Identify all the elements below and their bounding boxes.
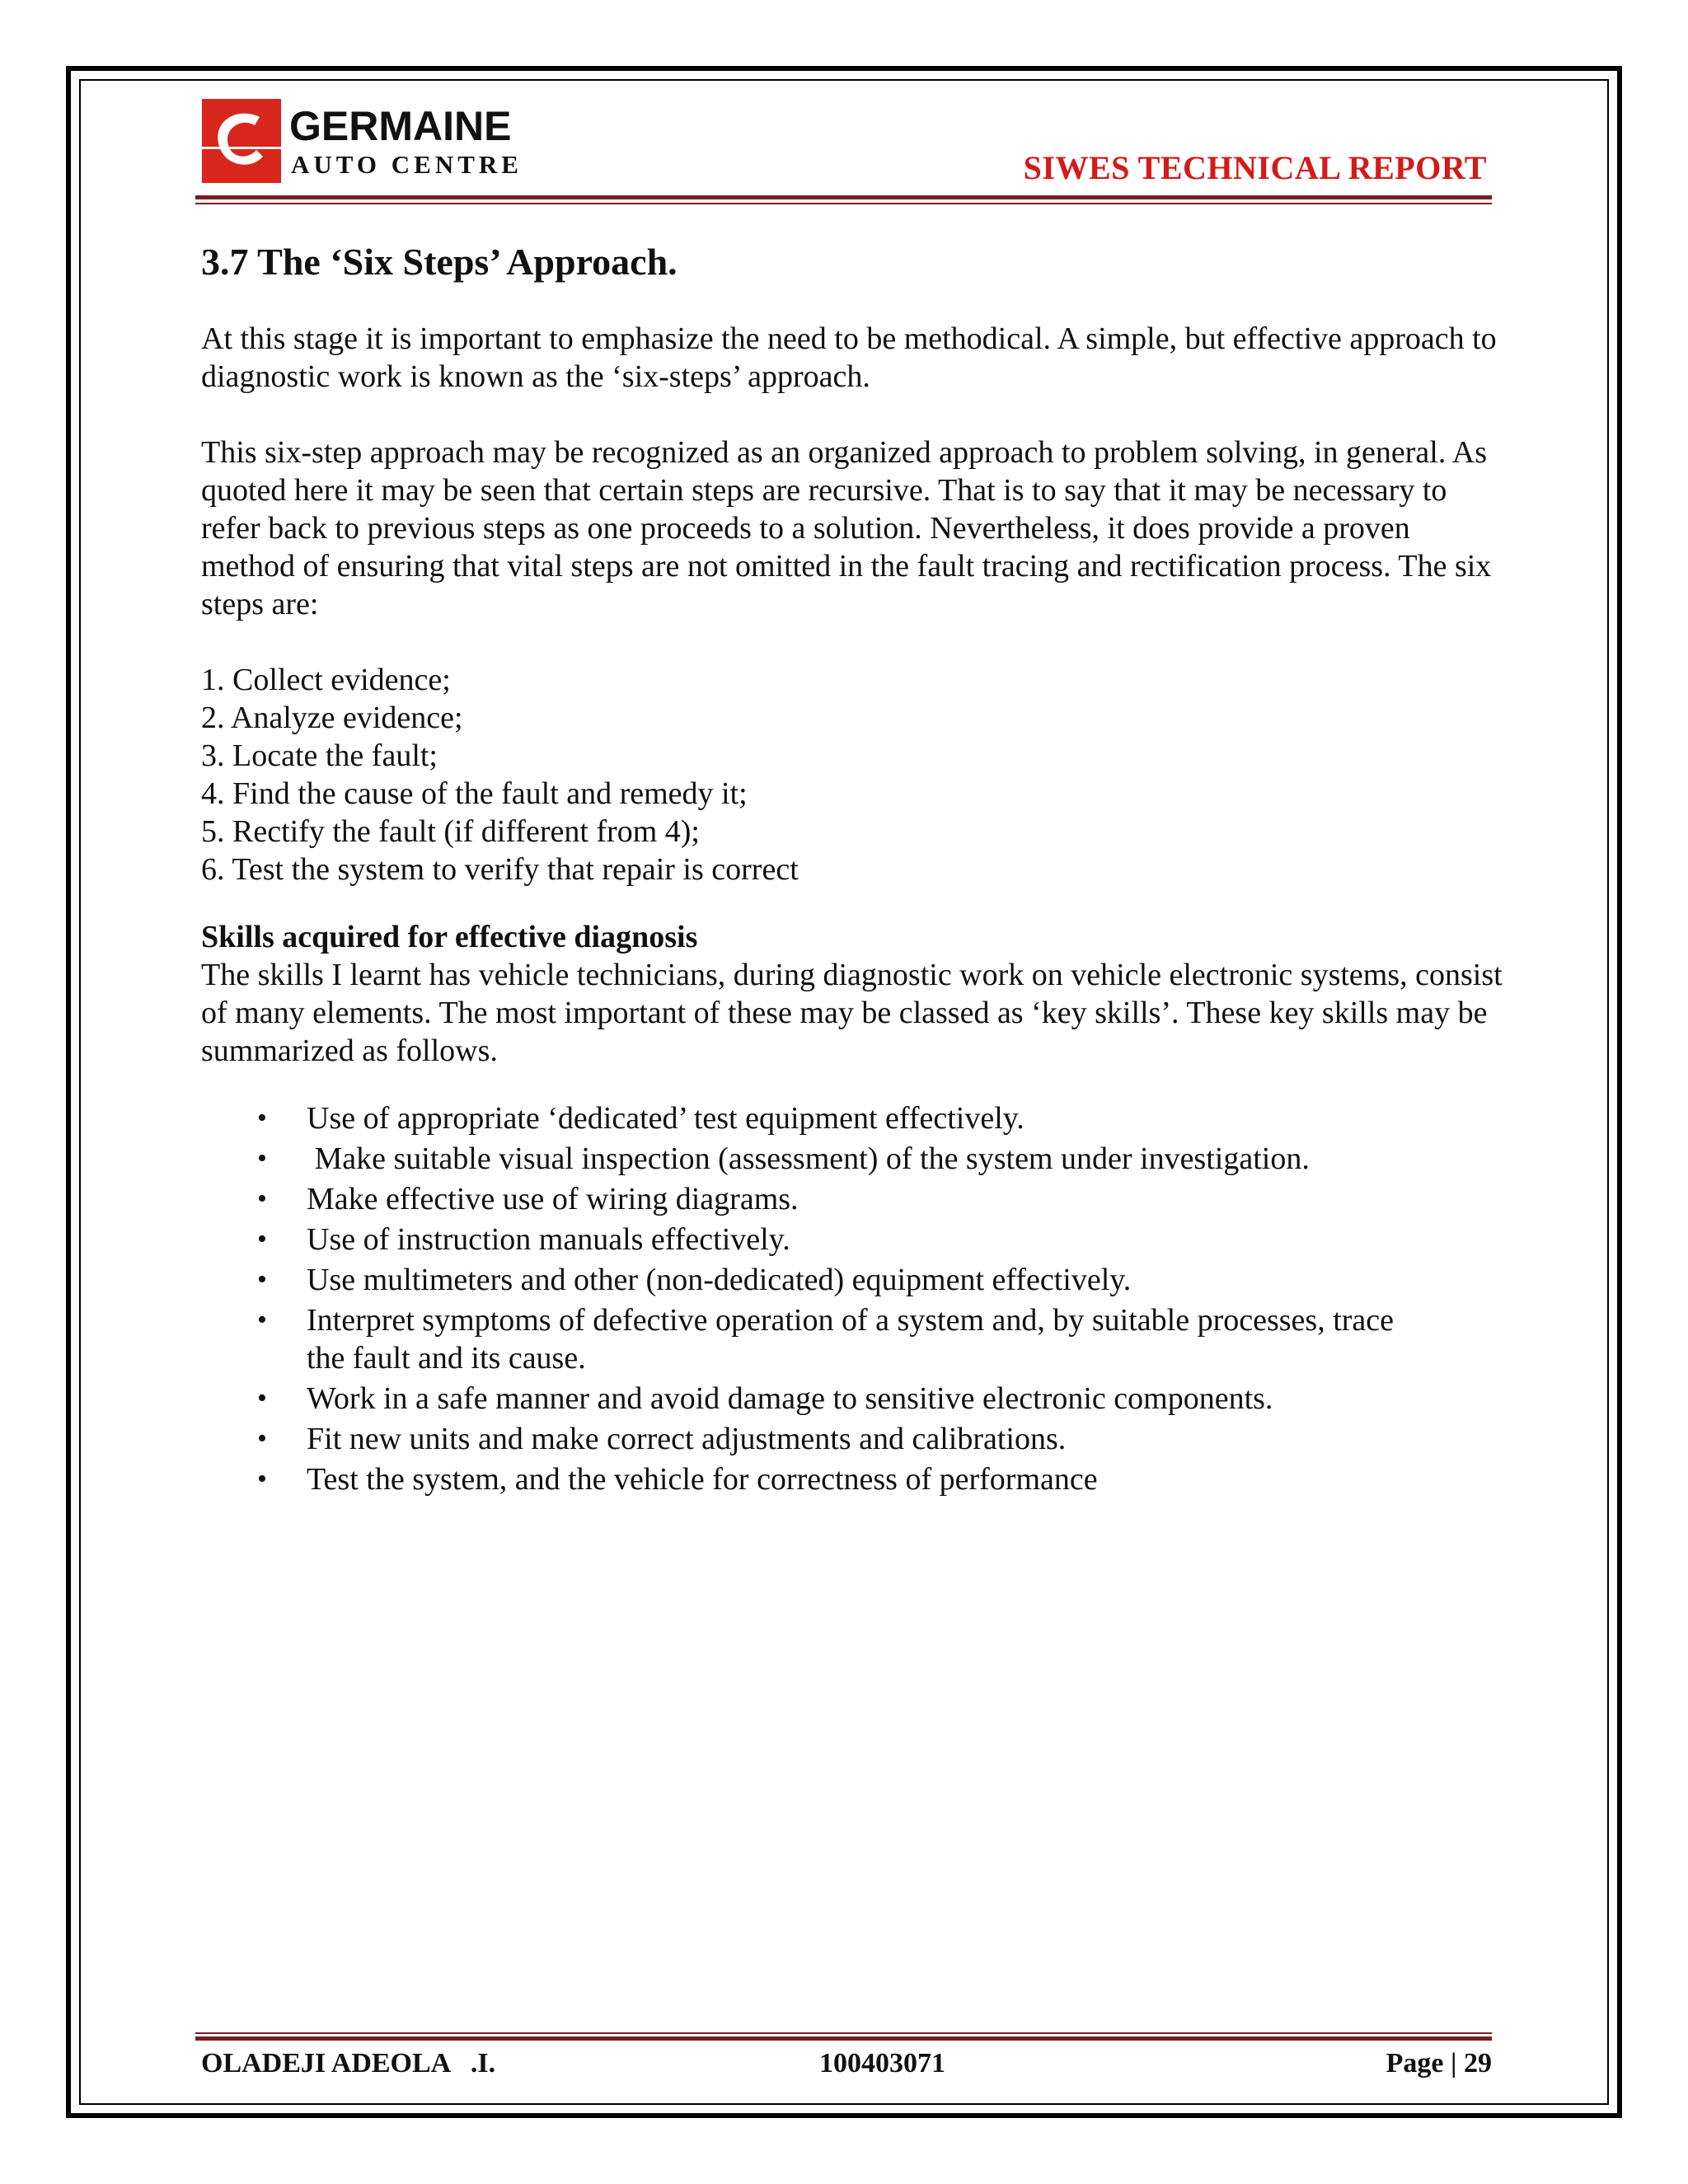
list-item bbox=[201, 1221, 1503, 1258]
bullet-icon: • bbox=[257, 1143, 267, 1174]
list-item-text: Work in a safe manner and avoid damage to sensitive electronic components. bbox=[307, 1381, 1273, 1416]
header-rule-thin bbox=[195, 203, 1492, 204]
list-item: 6. Test the system to verify that repair is correct bbox=[201, 852, 799, 887]
six-step-paragraph: This six-step approach may be recognized as an organized approach to problem solving, in general. As quoted here it may be seen that certain steps are recursive. That is to say that it may be necessary to refer back to previous steps as one proceeds to a solution. Nevertheless, it does provide a proven method of ensuring that vital steps are not omitted in the fault tracing and rectification process. The six steps are: bbox=[201, 435, 1492, 621]
logo-line1: GERMAINE bbox=[289, 103, 512, 149]
intro-paragraph: At this stage it is important to emphasize the need to be methodical. A simple, but effective approach to diagnostic work is known as the ‘six-steps’ approach. bbox=[201, 321, 1497, 394]
list-item bbox=[201, 1420, 1503, 1458]
list-item bbox=[201, 1301, 1503, 1377]
page-footer bbox=[201, 2048, 1492, 2079]
bullet-icon: • bbox=[257, 1103, 267, 1133]
list-item: 1. Collect evidence; bbox=[201, 663, 451, 697]
list-item-text: Make effective use of wiring diagrams. bbox=[307, 1182, 799, 1216]
section-title: 3.7 The ‘Six Steps’ Approach. bbox=[201, 241, 678, 283]
header-rule-thick bbox=[195, 195, 1492, 199]
list-item-text: Use of appropriate ‘dedicated’ test equipment effectively. bbox=[307, 1101, 1025, 1136]
skills-intro: The skills I learnt has vehicle technicians, during diagnostic work on vehicle electronic systems, consist of many elements. The most important of these may be classed as ‘key skills’. These key skills may be summarized as follows. bbox=[201, 958, 1503, 1068]
list-item bbox=[201, 1261, 1503, 1299]
list-item bbox=[201, 1380, 1503, 1418]
bullet-icon: • bbox=[257, 1183, 267, 1214]
list-item-text: Test the system, and the vehicle for correctness of performance bbox=[307, 1462, 1098, 1497]
bullet-icon: • bbox=[257, 1383, 267, 1413]
skills-list bbox=[201, 1099, 1503, 1498]
bullet-icon: • bbox=[257, 1464, 267, 1494]
list-item: 5. Rectify the fault (if different from 4); bbox=[201, 814, 700, 849]
bullet-icon: • bbox=[257, 1305, 267, 1335]
list-item bbox=[201, 1140, 1503, 1178]
list-item-text: Use of instruction manuals effectively. bbox=[307, 1222, 790, 1257]
germaine-logo bbox=[202, 99, 540, 183]
logo-line2: AUTO CENTRE bbox=[291, 150, 523, 179]
bullet-icon: • bbox=[257, 1423, 267, 1454]
list-item: 3. Locate the fault; bbox=[201, 738, 438, 773]
list-item bbox=[201, 1460, 1503, 1498]
list-item bbox=[201, 1099, 1503, 1137]
footer-author: OLADEJI ADEOLA .I. bbox=[201, 2048, 496, 2079]
footer-page-number: Page | 29 bbox=[1386, 2048, 1492, 2079]
list-item: 4. Find the cause of the fault and remedy it; bbox=[201, 776, 748, 811]
bullet-icon: • bbox=[257, 1264, 267, 1295]
footer-rule-thick bbox=[195, 2036, 1492, 2041]
footer-student-id: 100403071 bbox=[819, 2048, 945, 2079]
six-steps-list bbox=[201, 661, 1503, 888]
bullet-icon: • bbox=[257, 1224, 267, 1254]
footer-rule-thin bbox=[195, 2032, 1492, 2034]
list-item bbox=[201, 1180, 1503, 1218]
list-item-text: Make suitable visual inspection (assessment) of the system under investigation. bbox=[307, 1141, 1310, 1176]
list-item-text: Interpret symptoms of defective operation of a system and, by suitable processes, trace the fault and its cause. bbox=[307, 1303, 1395, 1376]
skills-heading: Skills acquired for effective diagnosis bbox=[201, 920, 698, 954]
page-content bbox=[201, 239, 1503, 1501]
report-title: SIWES TECHNICAL REPORT bbox=[1023, 149, 1487, 186]
list-item-text: Fit new units and make correct adjustments and calibrations. bbox=[307, 1422, 1067, 1456]
list-item: 2. Analyze evidence; bbox=[201, 701, 463, 735]
list-item-text: Use multimeters and other (non-dedicated) equipment effectively. bbox=[307, 1263, 1132, 1297]
